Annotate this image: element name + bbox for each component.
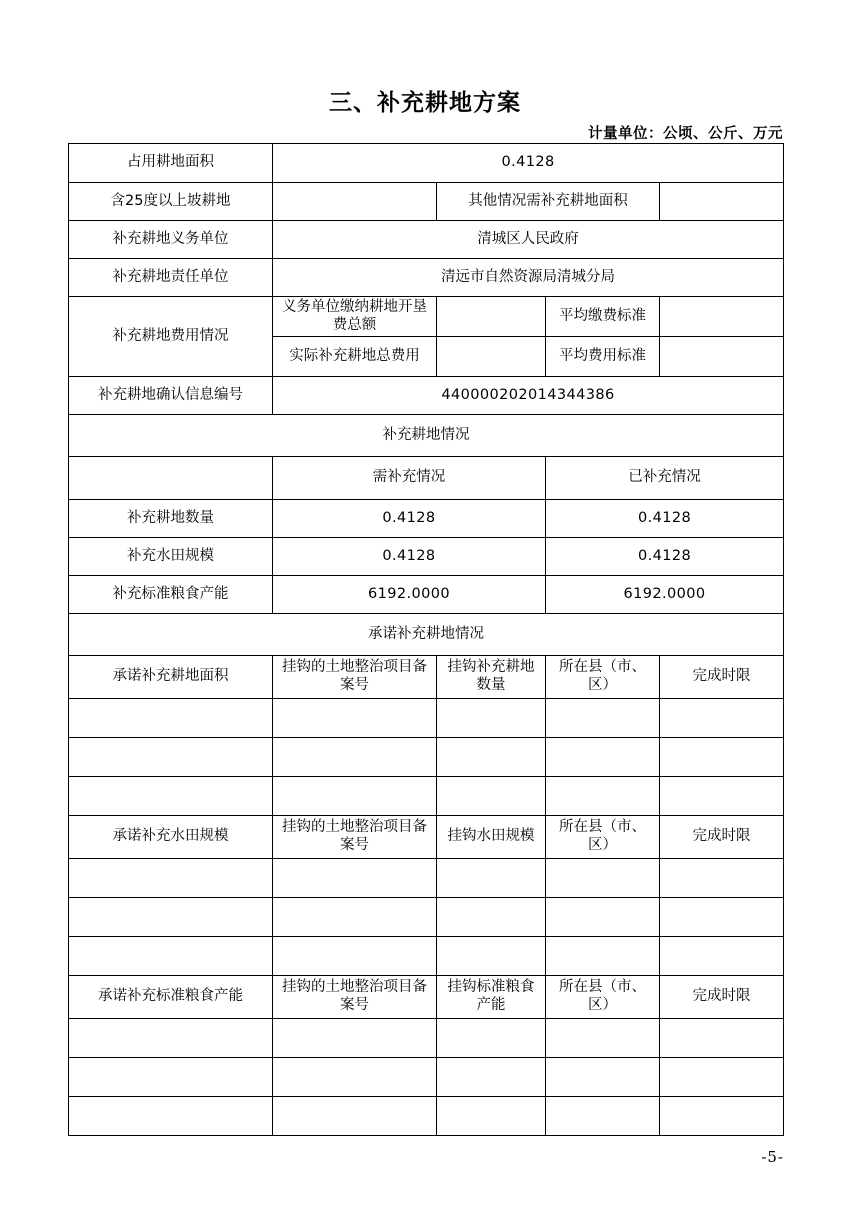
commitment-cell-2-0-2 <box>437 1019 546 1058</box>
commitment-cell-1-0-4 <box>660 859 784 898</box>
table-row-commitment-header-1 <box>69 816 784 859</box>
status-label-0: 补充耕地数量 <box>69 500 273 538</box>
table-row-commitment-0-1 <box>69 738 784 777</box>
obligation-unit-label: 补充耕地义务单位 <box>69 221 273 259</box>
commitment-cell-0-1-3 <box>546 738 660 777</box>
commitment-cell-0-0-0 <box>69 699 273 738</box>
commitment-cell-1-1-3 <box>546 898 660 937</box>
status-label-1: 补充水田规模 <box>69 538 273 576</box>
commitment-cell-1-2-0 <box>69 937 273 976</box>
fee-standard-name-0: 平均缴费标准 <box>546 297 660 337</box>
commitment-cell-0-1-0 <box>69 738 273 777</box>
commitment-header-1-4: 完成时限 <box>660 816 784 859</box>
status-done-2: 6192.0000 <box>546 576 784 614</box>
confirmation-number-value: 440000202014344386 <box>273 377 784 415</box>
status-header-done: 已补充情况 <box>546 457 784 500</box>
commitment-header-1-3: 所在县（市、区） <box>546 816 660 859</box>
commitment-header-0-1: 挂钩的土地整治项目备案号 <box>273 656 437 699</box>
table-row-commitment-2-0 <box>69 1019 784 1058</box>
commitment-cell-0-2-3 <box>546 777 660 816</box>
table-row-commitment-header-0 <box>69 656 784 699</box>
commitment-cell-1-2-1 <box>273 937 437 976</box>
commitment-header-2-4: 完成时限 <box>660 976 784 1019</box>
commitment-header-0-2: 挂钩补充耕地数量 <box>437 656 546 699</box>
status-need-1: 0.4128 <box>273 538 546 576</box>
table-row-fee-first <box>69 297 784 337</box>
occupied-area-value: 0.4128 <box>273 144 784 183</box>
table-row-responsible-unit <box>69 259 784 297</box>
table-row-commitment-2-1 <box>69 1058 784 1097</box>
page-number: -5- <box>761 1148 784 1166</box>
fee-standard-value-1 <box>660 337 784 377</box>
commitment-cell-2-1-2 <box>437 1058 546 1097</box>
table-row-commitment-section-title <box>69 614 784 656</box>
commitment-cell-2-2-2 <box>437 1097 546 1136</box>
commitment-cell-2-1-1 <box>273 1058 437 1097</box>
commitment-cell-2-0-4 <box>660 1019 784 1058</box>
commitment-cell-2-1-3 <box>546 1058 660 1097</box>
commitment-cell-2-0-0 <box>69 1019 273 1058</box>
commitment-cell-0-0-4 <box>660 699 784 738</box>
status-need-2: 6192.0000 <box>273 576 546 614</box>
table-row-status-section-title <box>69 415 784 457</box>
responsible-unit-value: 清远市自然资源局清城分局 <box>273 259 784 297</box>
table-row-status-paddy <box>69 538 784 576</box>
table-row-commitment-2-2 <box>69 1097 784 1136</box>
obligation-unit-value: 清城区人民政府 <box>273 221 784 259</box>
fee-item-value-0 <box>437 297 546 337</box>
status-section-title: 补充耕地情况 <box>69 415 784 457</box>
commitment-cell-0-2-0 <box>69 777 273 816</box>
commitment-cell-1-2-2 <box>437 937 546 976</box>
status-header-need: 需补充情况 <box>273 457 546 500</box>
commitment-cell-1-2-3 <box>546 937 660 976</box>
table-row-status-headers <box>69 457 784 500</box>
commitment-cell-1-1-4 <box>660 898 784 937</box>
commitment-cell-1-2-4 <box>660 937 784 976</box>
commitment-cell-1-0-0 <box>69 859 273 898</box>
commitment-cell-1-0-2 <box>437 859 546 898</box>
commitment-section-title: 承诺补充耕地情况 <box>69 614 784 656</box>
supplementary-farmland-table <box>68 143 784 1136</box>
table-row-commitment-0-0 <box>69 699 784 738</box>
commitment-cell-0-0-1 <box>273 699 437 738</box>
table-row-commitment-0-2 <box>69 777 784 816</box>
other-need-value <box>660 183 784 221</box>
commitment-cell-0-0-3 <box>546 699 660 738</box>
commitment-cell-1-0-3 <box>546 859 660 898</box>
commitment-header-2-1: 挂钩的土地整治项目备案号 <box>273 976 437 1019</box>
commitment-cell-0-1-2 <box>437 738 546 777</box>
fee-section-label: 补充耕地费用情况 <box>69 297 273 377</box>
commitment-cell-0-2-2 <box>437 777 546 816</box>
commitment-cell-1-1-2 <box>437 898 546 937</box>
other-need-label: 其他情况需补充耕地面积 <box>437 183 660 221</box>
status-done-1: 0.4128 <box>546 538 784 576</box>
confirmation-number-label: 补充耕地确认信息编号 <box>69 377 273 415</box>
commitment-cell-1-0-1 <box>273 859 437 898</box>
commitment-cell-2-2-3 <box>546 1097 660 1136</box>
slope-farmland-value <box>273 183 437 221</box>
table-row-status-quantity <box>69 500 784 538</box>
commitment-header-2-2: 挂钩标准粮食产能 <box>437 976 546 1019</box>
commitment-cell-2-1-4 <box>660 1058 784 1097</box>
occupied-area-label: 占用耕地面积 <box>69 144 273 183</box>
fee-item-name-0: 义务单位缴纳耕地开垦费总额 <box>273 297 437 337</box>
commitment-cell-1-1-1 <box>273 898 437 937</box>
commitment-cell-2-0-1 <box>273 1019 437 1058</box>
fee-item-name-1: 实际补充耕地总费用 <box>273 337 437 377</box>
commitment-header-0-4: 完成时限 <box>660 656 784 699</box>
table-row-confirmation-number <box>69 377 784 415</box>
table-row-obligation-unit <box>69 221 784 259</box>
table-row-status-capacity <box>69 576 784 614</box>
commitment-cell-0-2-4 <box>660 777 784 816</box>
commitment-header-1-1: 挂钩的土地整治项目备案号 <box>273 816 437 859</box>
commitment-header-1-2: 挂钩水田规模 <box>437 816 546 859</box>
status-need-0: 0.4128 <box>273 500 546 538</box>
commitment-cell-2-1-0 <box>69 1058 273 1097</box>
slope-farmland-label: 含25度以上坡耕地 <box>69 183 273 221</box>
fee-item-value-1 <box>437 337 546 377</box>
page-title: 三、补充耕地方案 <box>329 90 521 116</box>
fee-standard-value-0 <box>660 297 784 337</box>
commitment-cell-0-2-1 <box>273 777 437 816</box>
table-row-slope-farmland <box>69 183 784 221</box>
commitment-cell-2-0-3 <box>546 1019 660 1058</box>
status-header-blank <box>69 457 273 500</box>
commitment-header-2-0: 承诺补充标准粮食产能 <box>69 976 273 1019</box>
table-row-occupied-area <box>69 144 784 183</box>
status-done-0: 0.4128 <box>546 500 784 538</box>
commitment-cell-2-2-1 <box>273 1097 437 1136</box>
table-row-commitment-1-2 <box>69 937 784 976</box>
fee-standard-name-1: 平均费用标准 <box>546 337 660 377</box>
table-row-commitment-1-0 <box>69 859 784 898</box>
commitment-header-0-3: 所在县（市、区） <box>546 656 660 699</box>
commitment-cell-2-2-0 <box>69 1097 273 1136</box>
commitment-cell-0-1-4 <box>660 738 784 777</box>
table-row-commitment-1-1 <box>69 898 784 937</box>
table-row-commitment-header-2 <box>69 976 784 1019</box>
commitment-cell-1-1-0 <box>69 898 273 937</box>
commitment-cell-0-0-2 <box>437 699 546 738</box>
commitment-header-1-0: 承诺补充水田规模 <box>69 816 273 859</box>
measurement-unit-note: 计量单位：公顷、公斤、万元 <box>588 126 783 142</box>
commitment-cell-0-1-1 <box>273 738 437 777</box>
commitment-header-2-3: 所在县（市、区） <box>546 976 660 1019</box>
commitment-cell-2-2-4 <box>660 1097 784 1136</box>
commitment-header-0-0: 承诺补充耕地面积 <box>69 656 273 699</box>
status-label-2: 补充标准粮食产能 <box>69 576 273 614</box>
responsible-unit-label: 补充耕地责任单位 <box>69 259 273 297</box>
